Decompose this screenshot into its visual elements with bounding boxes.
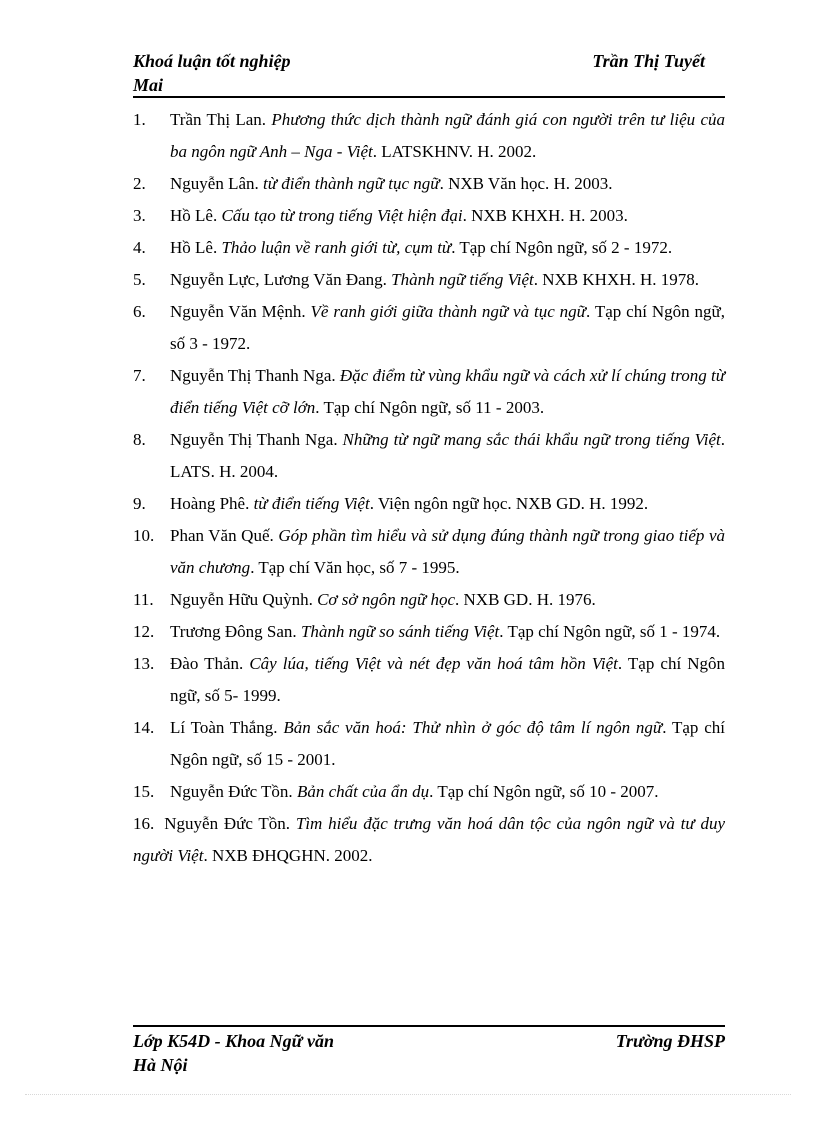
- reference-number: 16.: [133, 814, 155, 833]
- reference-number: 8.: [133, 430, 146, 449]
- reference-number: 15.: [133, 782, 155, 801]
- reference-item: [133, 520, 725, 584]
- reference-item: [133, 712, 725, 776]
- reference-title: từ điển tiếng Việt: [253, 494, 370, 513]
- reference-number: 6.: [133, 302, 146, 321]
- header-author-name: Trần Thị Tuyết: [592, 51, 705, 71]
- reference-item: [133, 808, 725, 872]
- reference-title: Thảo luận về ranh giới từ, cụm từ: [221, 238, 452, 257]
- reference-number: 11.: [133, 590, 154, 609]
- reference-number: 14.: [133, 718, 155, 737]
- reference-number: 4.: [133, 238, 146, 257]
- page-bottom-edge: [25, 1094, 791, 1095]
- reference-author: Nguyễn Lân.: [170, 174, 264, 193]
- header-author-continuation: Mai: [133, 75, 164, 95]
- reference-item: [133, 424, 725, 488]
- reference-publication: . Tạp chí Ngôn ngữ, số 11 - 2003.: [315, 398, 545, 417]
- reference-title: Góp phần tìm hiểu và sử dụng đúng thành ngữ trong giao tiếp và văn chương: [170, 526, 725, 577]
- reference-item: [133, 488, 725, 520]
- header-thesis-label: Khoá luận tốt nghiệp: [133, 51, 291, 71]
- reference-number: 5.: [133, 270, 146, 289]
- reference-item: [133, 616, 725, 648]
- reference-author: Nguyễn Đức Tồn.: [164, 814, 296, 833]
- reference-author: Nguyễn Văn Mệnh.: [170, 302, 311, 321]
- reference-number: 3.: [133, 206, 146, 225]
- reference-item: [133, 776, 725, 808]
- reference-author: Trần Thị Lan.: [170, 110, 272, 129]
- reference-author: Nguyễn Thị Thanh Nga.: [170, 366, 340, 385]
- footer-class-label: Lớp K54D - Khoa Ngữ văn: [133, 1031, 334, 1051]
- reference-item: [133, 584, 725, 616]
- reference-publication: . Tạp chí Văn học, số 7 - 1995.: [250, 558, 460, 577]
- reference-author: Đào Thản.: [170, 654, 250, 673]
- page-header: [133, 50, 725, 98]
- reference-title: Bản sắc văn hoá: Thử nhìn ở góc độ tâm lí ngôn ngữ: [283, 718, 663, 737]
- reference-author: Hồ Lê.: [170, 206, 222, 225]
- reference-publication: . Tạp chí Ngôn ngữ, số 3 - 1972.: [170, 302, 726, 353]
- reference-publication: . Tạp chí Ngôn ngữ, số 5- 1999.: [170, 654, 726, 705]
- reference-publication: . NXB Văn học. H. 2003.: [439, 174, 613, 193]
- reference-title: Phương thức dịch thành ngữ đánh giá con người trên tư liệu của ba ngôn ngữ Anh – Nga - Việt: [170, 110, 725, 161]
- reference-title: Những từ ngữ mang sắc thái khẩu ngữ trong tiếng Việt: [342, 430, 721, 449]
- reference-number: 9.: [133, 494, 146, 513]
- reference-title: Thành ngữ tiếng Việt: [391, 270, 534, 289]
- reference-title: Bản chất của ẩn dụ: [296, 782, 430, 801]
- reference-author: Trương Đông San.: [170, 622, 301, 641]
- reference-list: [133, 104, 725, 872]
- reference-title: Tìm hiểu đặc trưng văn hoá dân tộc của ngôn ngữ và tư duy người Việt: [133, 814, 725, 865]
- reference-item: [133, 360, 725, 424]
- reference-author: Lí Toàn Thắng.: [170, 718, 284, 737]
- reference-publication: . Tạp chí Ngôn ngữ, số 1 - 1974.: [499, 622, 721, 641]
- reference-item: [133, 232, 725, 264]
- reference-number: 12.: [133, 622, 155, 641]
- reference-number: 13.: [133, 654, 155, 673]
- reference-title: Cây lúa, tiếng Việt và nét đẹp văn hoá tâm hồn Việt: [249, 654, 618, 673]
- footer-rule: [133, 1025, 725, 1027]
- reference-author: Phan Văn Quế.: [170, 526, 279, 545]
- footer-city-continuation: Hà Nội: [133, 1055, 188, 1075]
- reference-title: Cơ sở ngôn ngữ học: [317, 590, 456, 609]
- page-footer: [133, 1030, 725, 1078]
- reference-item: [133, 168, 725, 200]
- reference-author: Nguyễn Lực, Lương Văn Đang.: [170, 270, 392, 289]
- reference-item: [133, 264, 725, 296]
- footer-school-name: Trường ĐHSP: [615, 1031, 725, 1051]
- reference-publication: . Tạp chí Ngôn ngữ, số 2 - 1972.: [451, 238, 673, 257]
- reference-title: Đặc điểm từ vùng khẩu ngữ và cách xử lí chúng trong từ điển tiếng Việt cỡ lớn: [170, 366, 726, 417]
- reference-number: 10.: [133, 526, 155, 545]
- reference-publication: . NXB ĐHQGHN. 2002.: [203, 846, 373, 865]
- reference-publication: . NXB KHXH. H. 1978.: [533, 270, 700, 289]
- reference-title: Cấu tạo từ trong tiếng Việt hiện đại: [221, 206, 463, 225]
- reference-title: từ điển thành ngữ tục ngữ: [263, 174, 440, 193]
- reference-item: [133, 104, 725, 168]
- reference-publication: . LATSKHNV. H. 2002.: [372, 142, 537, 161]
- reference-item: [133, 200, 725, 232]
- reference-author: Hoàng Phê.: [170, 494, 254, 513]
- reference-publication: . LATS. H. 2004.: [170, 430, 725, 481]
- reference-number: 7.: [133, 366, 146, 385]
- header-rule: [133, 96, 725, 98]
- reference-title: Thành ngữ so sánh tiếng Việt: [300, 622, 500, 641]
- reference-number: 1.: [133, 110, 146, 129]
- reference-publication: . Viện ngôn ngữ học. NXB GD. H. 1992.: [369, 494, 649, 513]
- reference-author: Nguyễn Thị Thanh Nga.: [170, 430, 343, 449]
- reference-author: Hồ Lê.: [170, 238, 222, 257]
- reference-publication: . NXB KHXH. H. 2003.: [462, 206, 628, 225]
- reference-item: [133, 296, 725, 360]
- reference-title: Về ranh giới giữa thành ngữ và tục ngữ: [310, 302, 586, 321]
- reference-number: 2.: [133, 174, 146, 193]
- reference-publication: . Tạp chí Ngôn ngữ, số 10 - 2007.: [429, 782, 659, 801]
- reference-publication: . NXB GD. H. 1976.: [455, 590, 596, 609]
- reference-item: [133, 648, 725, 712]
- reference-publication: . Tạp chí Ngôn ngữ, số 15 - 2001.: [170, 718, 725, 769]
- reference-author: Nguyễn Hữu Quỳnh.: [170, 590, 318, 609]
- reference-author: Nguyễn Đức Tồn.: [170, 782, 297, 801]
